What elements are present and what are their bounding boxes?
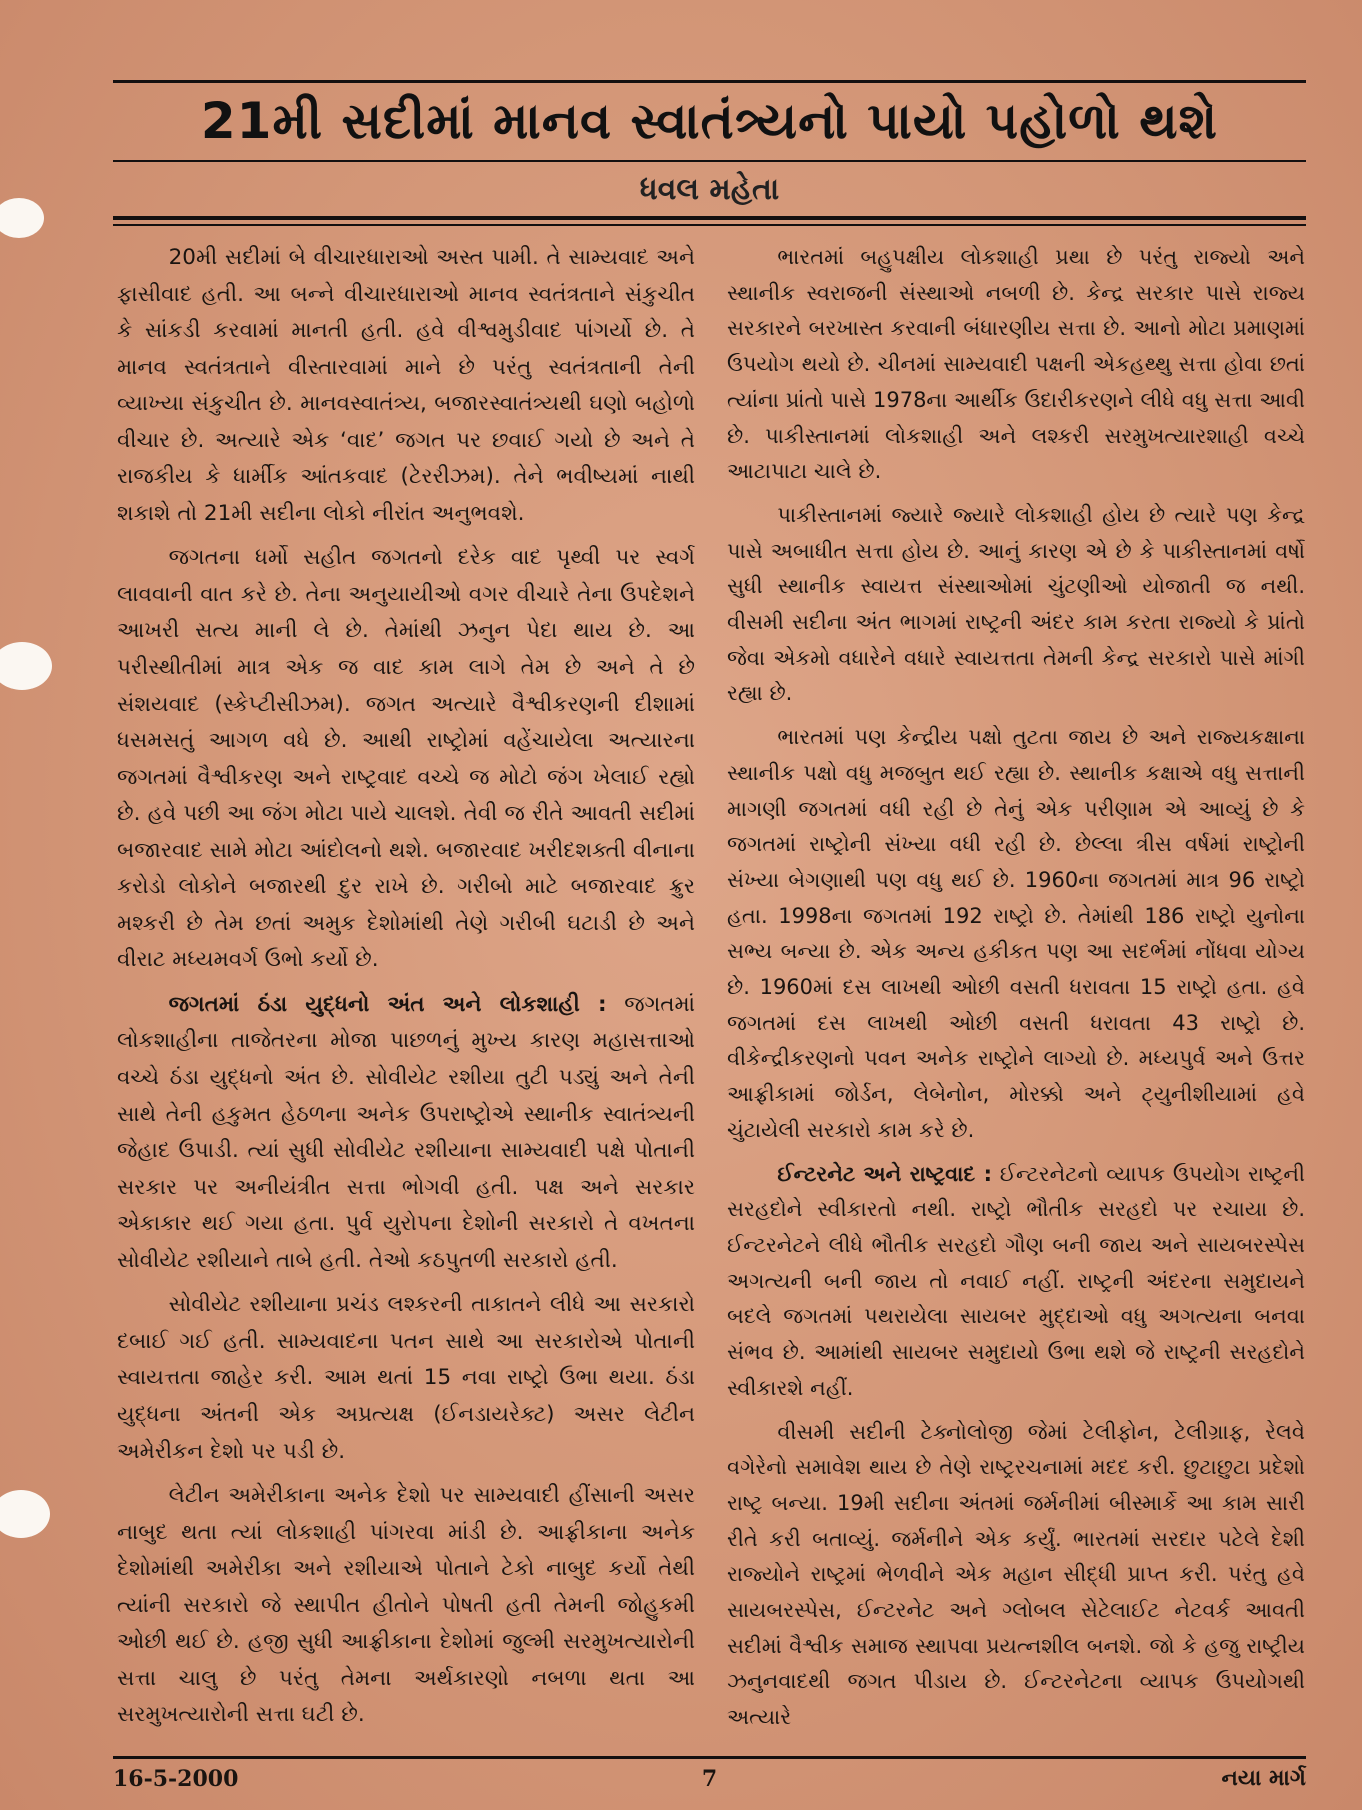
paragraph-text: સોવીયેટ રશીયાના પ્રચંડ લશ્કરની તાકાતને લીધે આ સરકારો દબાઈ ગઈ હતી. સામ્યવાદના પતન સાથે આ સરકારોએ પોતાની સ્વાયત્તતા જાહેર કરી. આમ થતાં 15 નવા રાષ્ટ્રો ઉભા થયા. ઠંડા યુદ્ધના અંતની એક અપ્રત્યક્ષ (ઈનડાયરેક્ટ) અસર લેટીન અમેરીકન દેશો પર પડી છે. <box>117 1292 695 1464</box>
author-rule-thick <box>113 216 1306 220</box>
title-rule <box>113 160 1306 162</box>
paragraph <box>117 987 695 1279</box>
article-title: 21મી સદીમાં માનવ સ્વાતંત્ર્યનો પાયો પહોળો થશે <box>200 92 1219 150</box>
paragraph <box>117 240 695 532</box>
paragraph <box>117 1287 695 1470</box>
footer-rule <box>113 1756 1306 1759</box>
paragraph <box>727 720 1305 1148</box>
page-number: 7 <box>701 1766 718 1792</box>
paper-hole <box>0 198 44 238</box>
paragraph-text: ભારતમાં બહુપક્ષીય લોકશાહી પ્રથા છે પરંતુ રાજ્યો અને સ્થાનીક સ્વરાજની સંસ્થાઓ નબળી છે. કેન્દ્ર સરકાર પાસે રાજ્ય સરકારને બરખાસ્ત કરવાની બંધારણીય સત્તા છે. આનો મોટા પ્રમાણમાં ઉપયોગ થયો છે. ચીનમાં સામ્યવાદી પક્ષની એકહથ્થુ સત્તા હોવા છતાં ત્યાંના પ્રાંતો પાસે 1978ના આર્થીક ઉદારીકરણને લીધે વધુ સત્તા આવી છે. પાકીસ્તાનમાં લોકશાહી અને લશ્કરી સરમુખત્યારશાહી વચ્ચે આટાપાટા ચાલે છે. <box>727 245 1305 484</box>
paragraph-text: જગતમાં લોકશાહીના તાજેતરના મોજા પાછળનું મુખ્ય કારણ મહાસત્તાઓ વચ્ચે ઠંડા યુદ્ધનો અંત છે. સોવીયેટ રશીયા તુટી પડ્યું અને તેની સાથે તેની હકુમત હેઠળના અનેક ઉપરાષ્ટ્રોએ સ્થાનીક સ્વાતંત્ર્યની જેહાદ ઉપાડી. ત્યાં સુધી સોવીયેટ રશીયાના સામ્યવાદી પક્ષે પોતાની સરકાર પર અનીયંત્રીત સત્તા ભોગવી હતી. પક્ષ અને સરકાર એકાકાર થઈ ગયા હતા. પુર્વ યુરોપના દેશોની સરકારો તે વખતના સોવીયેટ રશીયાને તાબે હતી. તેઓ કઠપુતળી સરકારો હતી. <box>117 991 695 1273</box>
paragraph-text: ઈન્ટરનેટનો વ્યાપક ઉપયોગ રાષ્ટ્રની સરહદોને સ્વીકારતો નથી. રાષ્ટ્રો ભૌતીક સરહદો પર રચાયા છે. ઈન્ટરનેટને લીધે ભૌતીક સરહદો ગૌણ બની જાય અને સાયબરસ્પેસ અગત્યની બની જાય તો નવાઈ નહીં. રાષ્ટ્રની અંદરના સમુદાયને બદલે જગતમાં પથરાયેલા સાયબર મુદ્દાઓ વધુ અગત્યના બનવા સંભવ છે. આમાંથી સાયબર સમુદાયો ઉભા થશે જે રાષ્ટ્રની સરહદોને સ્વીકારશે નહીં. <box>727 1161 1306 1400</box>
author-name: ધવલ મહેતા <box>639 172 780 207</box>
paragraph-text: વીસમી સદીની ટેક્નોલોજી જેમાં ટેલીફોન, ટેલીગ્રાફ, રેલવે વગેરેનો સમાવેશ થાય છે તેણે રાષ્ટ્રરચનામાં મદદ કરી. છુટાછુટા પ્રદેશો રાષ્ટ્ર બન્યા. 19મી સદીના અંતમાં જર્મનીમાં બીસ્માર્કે આ કામ સારી રીતે કરી બતાવ્યું. જર્મનીને એક કર્યું. ભારતમાં સરદાર પટેલે દેશી રાજ્યોને રાષ્ટ્રમાં ભેળવીને એક મહાન સીદ્ધી પ્રાપ્ત કરી. પરંતુ હવે સાયબરસ્પેસ, ઈન્ટરનેટ અને ગ્લોબલ સેટેલાઈટ નેટવર્ક આવતી સદીમાં વૈશ્વીક સમાજ સ્થાપવા પ્રયત્નશીલ બનશે. જો કે હજુ રાષ્ટ્રીય ઝનુનવાદથી જગત પીડાય છે. ઈન્ટરનેટના વ્યાપક ઉપયોગથી અત્યારે <box>727 1419 1305 1730</box>
paragraph-text: પાકીસ્તાનમાં જ્યારે જ્યારે લોકશાહી હોય છે ત્યારે પણ કેન્દ્ર પાસે અબાધીત સત્તા હોય છે. આનું કારણ એ છે કે પાકીસ્તાનમાં વર્ષો સુધી સ્થાનીક સ્વાયત્ત સંસ્થાઓમાં ચુંટણીઓ યોજાતી જ નથી. વીસમી સદીના અંત ભાગમાં રાષ્ટ્રની અંદર કામ કરતા રાજ્યો કે પ્રાંતો જેવા એકમો વધારેને વધારે સ્વાયત્તતા તેમની કેન્દ્ર સરકારો પાસે માંગી રહ્યા છે. <box>727 502 1305 706</box>
paper-hole <box>0 642 52 690</box>
paper-hole <box>0 1490 50 1538</box>
magazine-name: નયા માર્ગ <box>1221 1766 1306 1791</box>
section-heading: જગતમાં ઠંડા યુદ્ધનો અંત અને લોકશાહી : <box>168 991 607 1017</box>
right-column <box>727 240 1305 1744</box>
section-heading: ઈન્ટરનેટ અને રાષ્ટ્રવાદ : <box>777 1161 992 1186</box>
author-rule-thin <box>113 224 1306 226</box>
paragraph <box>117 1478 695 1734</box>
paragraph-text: લેટીન અમેરીકાના અનેક દેશો પર સામ્યવાદી હીંસાની અસર નાબુદ થતા ત્યાં લોકશાહી પાંગરવા માંડી છે. આફ્રીકાના અનેક દેશોમાંથી અમેરીકા અને રશીયાએ પોતાને ટેકો નાબુદ કર્યો તેથી ત્યાંની સરકારો જે સ્થાપીત હીતોને પોષતી હતી તેમની જોહુકમી ઓછી થઈ છે. હજી સુધી આફ્રીકાના દેશોમાં જુલ્મી સરમુખત્યારોની સત્તા ચાલુ છે પરંતુ તેમના અર્થકારણો નબળા થતા આ સરમુખત્યારોની સત્તા ઘટી છે. <box>117 1483 695 1728</box>
issue-date: 16-5-2000 <box>113 1766 239 1792</box>
paragraph-text: જગતના ધર્મો સહીત જગતનો દરેક વાદ પૃથ્વી પર સ્વર્ગ લાવવાની વાત કરે છે. તેના અનુયાયીઓ વગર વીચારે તેના ઉપદેશને આખરી સત્ય માની લે છે. તેમાંથી ઝનુન પેદા થાય છે. આ પરીસ્થીતીમાં માત્ર એક જ વાદ કામ લાગે તેમ છે અને તે છે સંશયવાદ (સ્કેપ્ટીસીઝમ). જગત અત્યારે વૈશ્વીકરણની દીશામાં ધસમસતું આગળ વધે છે. આથી રાષ્ટ્રોમાં વહેંચાયેલા અત્યારના જગતમાં વૈશ્વીકરણ અને રાષ્ટ્રવાદ વચ્ચે જ મોટો જંગ ખેલાઈ રહ્યો છે. હવે પછી આ જંગ મોટા પાયે ચાલશે. તેવી જ રીતે આવતી સદીમાં બજારવાદ સામે મોટા આંદોલનો થશે. બજારવાદ ખરીદશક્તી વીનાના કરોડો લોકોને બજારથી દુર રાખે છે. ગરીબો માટે બજારવાદ ક્રુર મશ્કરી છે તેમ છતાં અમુક દેશોમાંથી તેણે ગરીબી ઘટાડી છે અને વીરાટ મધ્યમવર્ગ ઉભો કર્યો છે. <box>117 545 695 973</box>
paragraph-text: 20મી સદીમાં બે વીચારધારાઓ અસ્ત પામી. તે સામ્યવાદ અને ફાસીવાદ હતી. આ બન્ને વીચારધારાઓ માનવ સ્વતંત્રતાને સંકુચીત કે સાંકડી કરવામાં માનતી હતી. હવે વીશ્વમુડીવાદ પાંગર્યો છે. તે માનવ સ્વતંત્રતાને વીસ્તારવામાં માને છે પરંતુ સ્વતંત્રતાની તેની વ્યાખ્યા સંકુચીત છે. માનવસ્વાતંત્ર્ય, બજારસ્વાતંત્ર્યથી ઘણો બહોળો વીચાર છે. અત્યારે એક ‘વાદ’ જગત પર છવાઈ ગયો છે અને તે રાજકીય કે ધાર્મીક આંતકવાદ (ટેરરીઝમ). તેને ભવીષ્યમાં નાથી શકાશે તો 21મી સદીના લોકો નીરાંત અનુભવશે. <box>117 245 695 526</box>
paragraph <box>727 1157 1305 1407</box>
top-rule <box>113 80 1306 83</box>
paragraph <box>727 1415 1305 1736</box>
paragraph <box>727 498 1305 712</box>
left-column <box>117 240 695 1742</box>
paragraph <box>117 540 695 979</box>
paragraph-text: ભારતમાં પણ કેન્દ્રીય પક્ષો તુટતા જાય છે અને રાજ્યકક્ષાના સ્થાનીક પક્ષો વધુ મજબુત થઈ રહ્યા છે. સ્થાનીક કક્ષાએ વધુ સત્તાની માગણી જગતમાં વધી રહી છે તેનું એક પરીણામ એ આવ્યું છે કે જગતમાં રાષ્ટ્રોની સંખ્યા વધી રહી છે. છેલ્લા ત્રીસ વર્ષમાં રાષ્ટ્રોની સંખ્યા બેગણાથી પણ વધુ થઈ છે. 1960ના જગતમાં માત્ર 96 રાષ્ટ્રો હતા. 1998ના જગતમાં 192 રાષ્ટ્રો છે. તેમાંથી 186 રાષ્ટ્રો યુનોના સભ્ય બન્યા છે. એક અન્ય હકીકત પણ આ સદર્ભમાં નોંધવા યોગ્ય છે. 1960માં દસ લાખથી ઓછી વસતી ધરાવતા 15 રાષ્ટ્રો હતા. હવે જગતમાં દસ લાખથી ઓછી વસતી ધરાવતા 43 રાષ્ટ્રો છે. વીકેન્દ્રીકરણનો પવન અનેક રાષ્ટ્રોને લાગ્યો છે. મધ્યપુર્વ અને ઉત્તર આફ્રીકામાં જોર્ડન, લેબેનોન, મોરક્કો અને ટ્યુનીશીયામાં હવે ચુંટાયેલી સરકારો કામ કરે છે. <box>727 725 1305 1142</box>
paragraph <box>727 240 1305 490</box>
page-footer <box>113 1764 1306 1794</box>
